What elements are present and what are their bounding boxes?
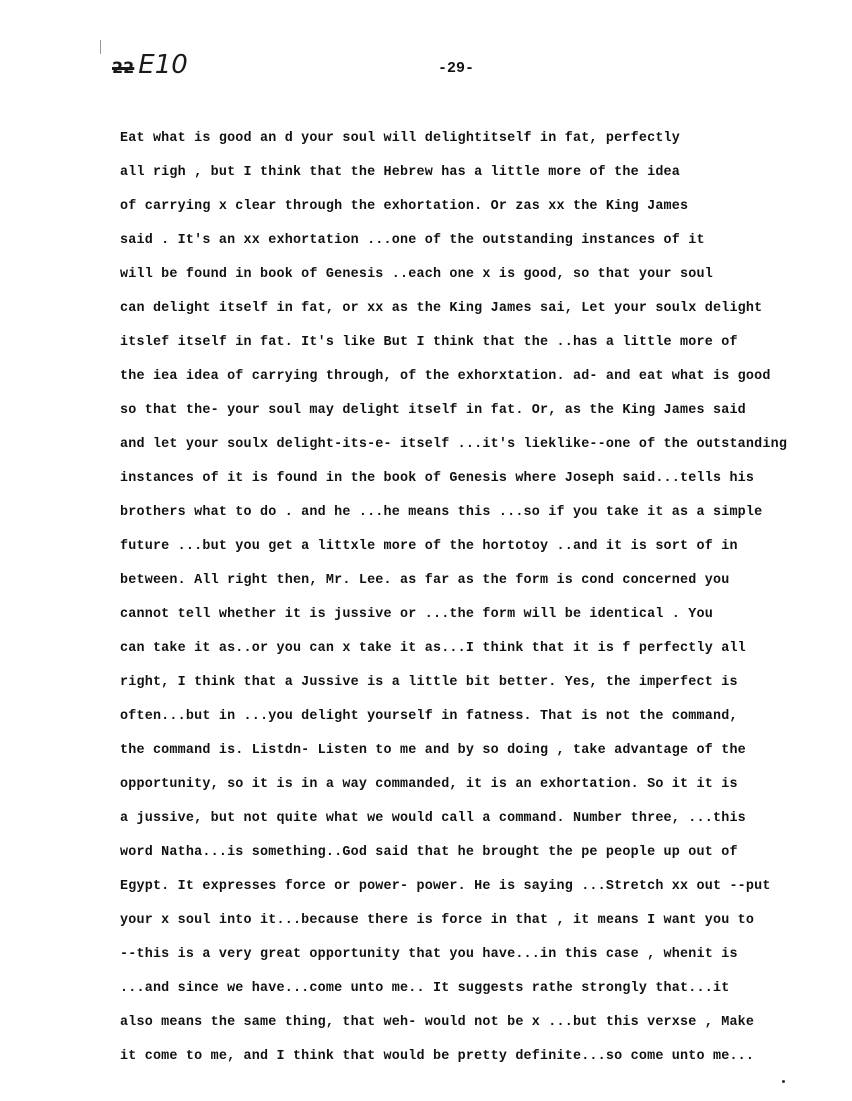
text-line: it come to me, and I think that would be pretty definite...so come unto me...	[120, 1049, 755, 1064]
text-line: so that the- your soul may delight itself in fat. Or, as the King James said	[120, 403, 746, 418]
text-line: will be found in book of Genesis ..each one x is good, so that your soul	[120, 267, 713, 282]
struck-folio: 22	[112, 58, 135, 77]
text-line: all righ , but I think that the Hebrew has a little more of the idea	[120, 165, 681, 180]
text-line: can delight itself in fat, or xx as the King James sai, Let your soulx delight	[120, 301, 763, 316]
text-line: said . It's an xx exhortation ...one of the outstanding instances of it	[120, 233, 705, 248]
text-line: instances of it is found in the book of Genesis where Joseph said...tells his	[120, 471, 755, 486]
text-line: brothers what to do . and he ...he means this ...so if you take it as a simple	[120, 505, 763, 520]
text-line: often...but in ...you delight yourself in fatness. That is not the command,	[120, 709, 738, 724]
text-line: a jussive, but not quite what we would call a command. Number three, ...this	[120, 811, 746, 826]
text-line: also means the same thing, that weh- would not be x ...but this verxse , Make	[120, 1015, 755, 1030]
text-line: the command is. Listdn- Listen to me and by so doing , take advantage of the	[120, 743, 746, 758]
text-line: word Natha...is something..God said that he brought the pe people up out of	[120, 845, 738, 860]
text-line: between. All right then, Mr. Lee. as far as the form is cond concerned you	[120, 573, 730, 588]
text-line: --this is a very great opportunity that you have...in this case , whenit is	[120, 947, 738, 962]
ink-speck	[782, 1080, 785, 1083]
text-line: right, I think that a Jussive is a little bit better. Yes, the imperfect is	[120, 675, 738, 690]
text-line: future ...but you get a littxle more of the hortotoy ..and it is sort of in	[120, 539, 738, 554]
text-line: Eat what is good an d your soul will delightitself in fat, perfectly	[120, 131, 681, 146]
folio-label: E10	[138, 50, 188, 80]
text-line: cannot tell whether it is jussive or ...the form will be identical . You	[120, 607, 713, 622]
text-line: ...and since we have...come unto me.. It suggests rathe strongly that...it	[120, 981, 730, 996]
text-line: Egypt. It expresses force or power- power. He is saying ...Stretch xx out --put	[120, 879, 771, 894]
text-line: itslef itself in fat. It's like But I think that the ..has a little more of	[120, 335, 738, 350]
folio-number	[112, 50, 188, 80]
text-line: and let your soulx delight-its-e- itself ...it's lieklike--one of the outstanding	[120, 437, 788, 452]
margin-mark	[100, 40, 101, 54]
text-line: of carrying x clear through the exhortation. Or zas xx the King James	[120, 199, 689, 214]
page-number: -29-	[438, 60, 475, 77]
body-text	[120, 122, 820, 1074]
text-line: the iea idea of carrying through, of the exhorxtation. ad- and eat what is good	[120, 369, 771, 384]
text-line: can take it as..or you can x take it as...I think that it is f perfectly all	[120, 641, 746, 656]
text-line: your x soul into it...because there is force in that , it means I want you to	[120, 913, 755, 928]
text-line: opportunity, so it is in a way commanded, it is an exhortation. So it it is	[120, 777, 738, 792]
